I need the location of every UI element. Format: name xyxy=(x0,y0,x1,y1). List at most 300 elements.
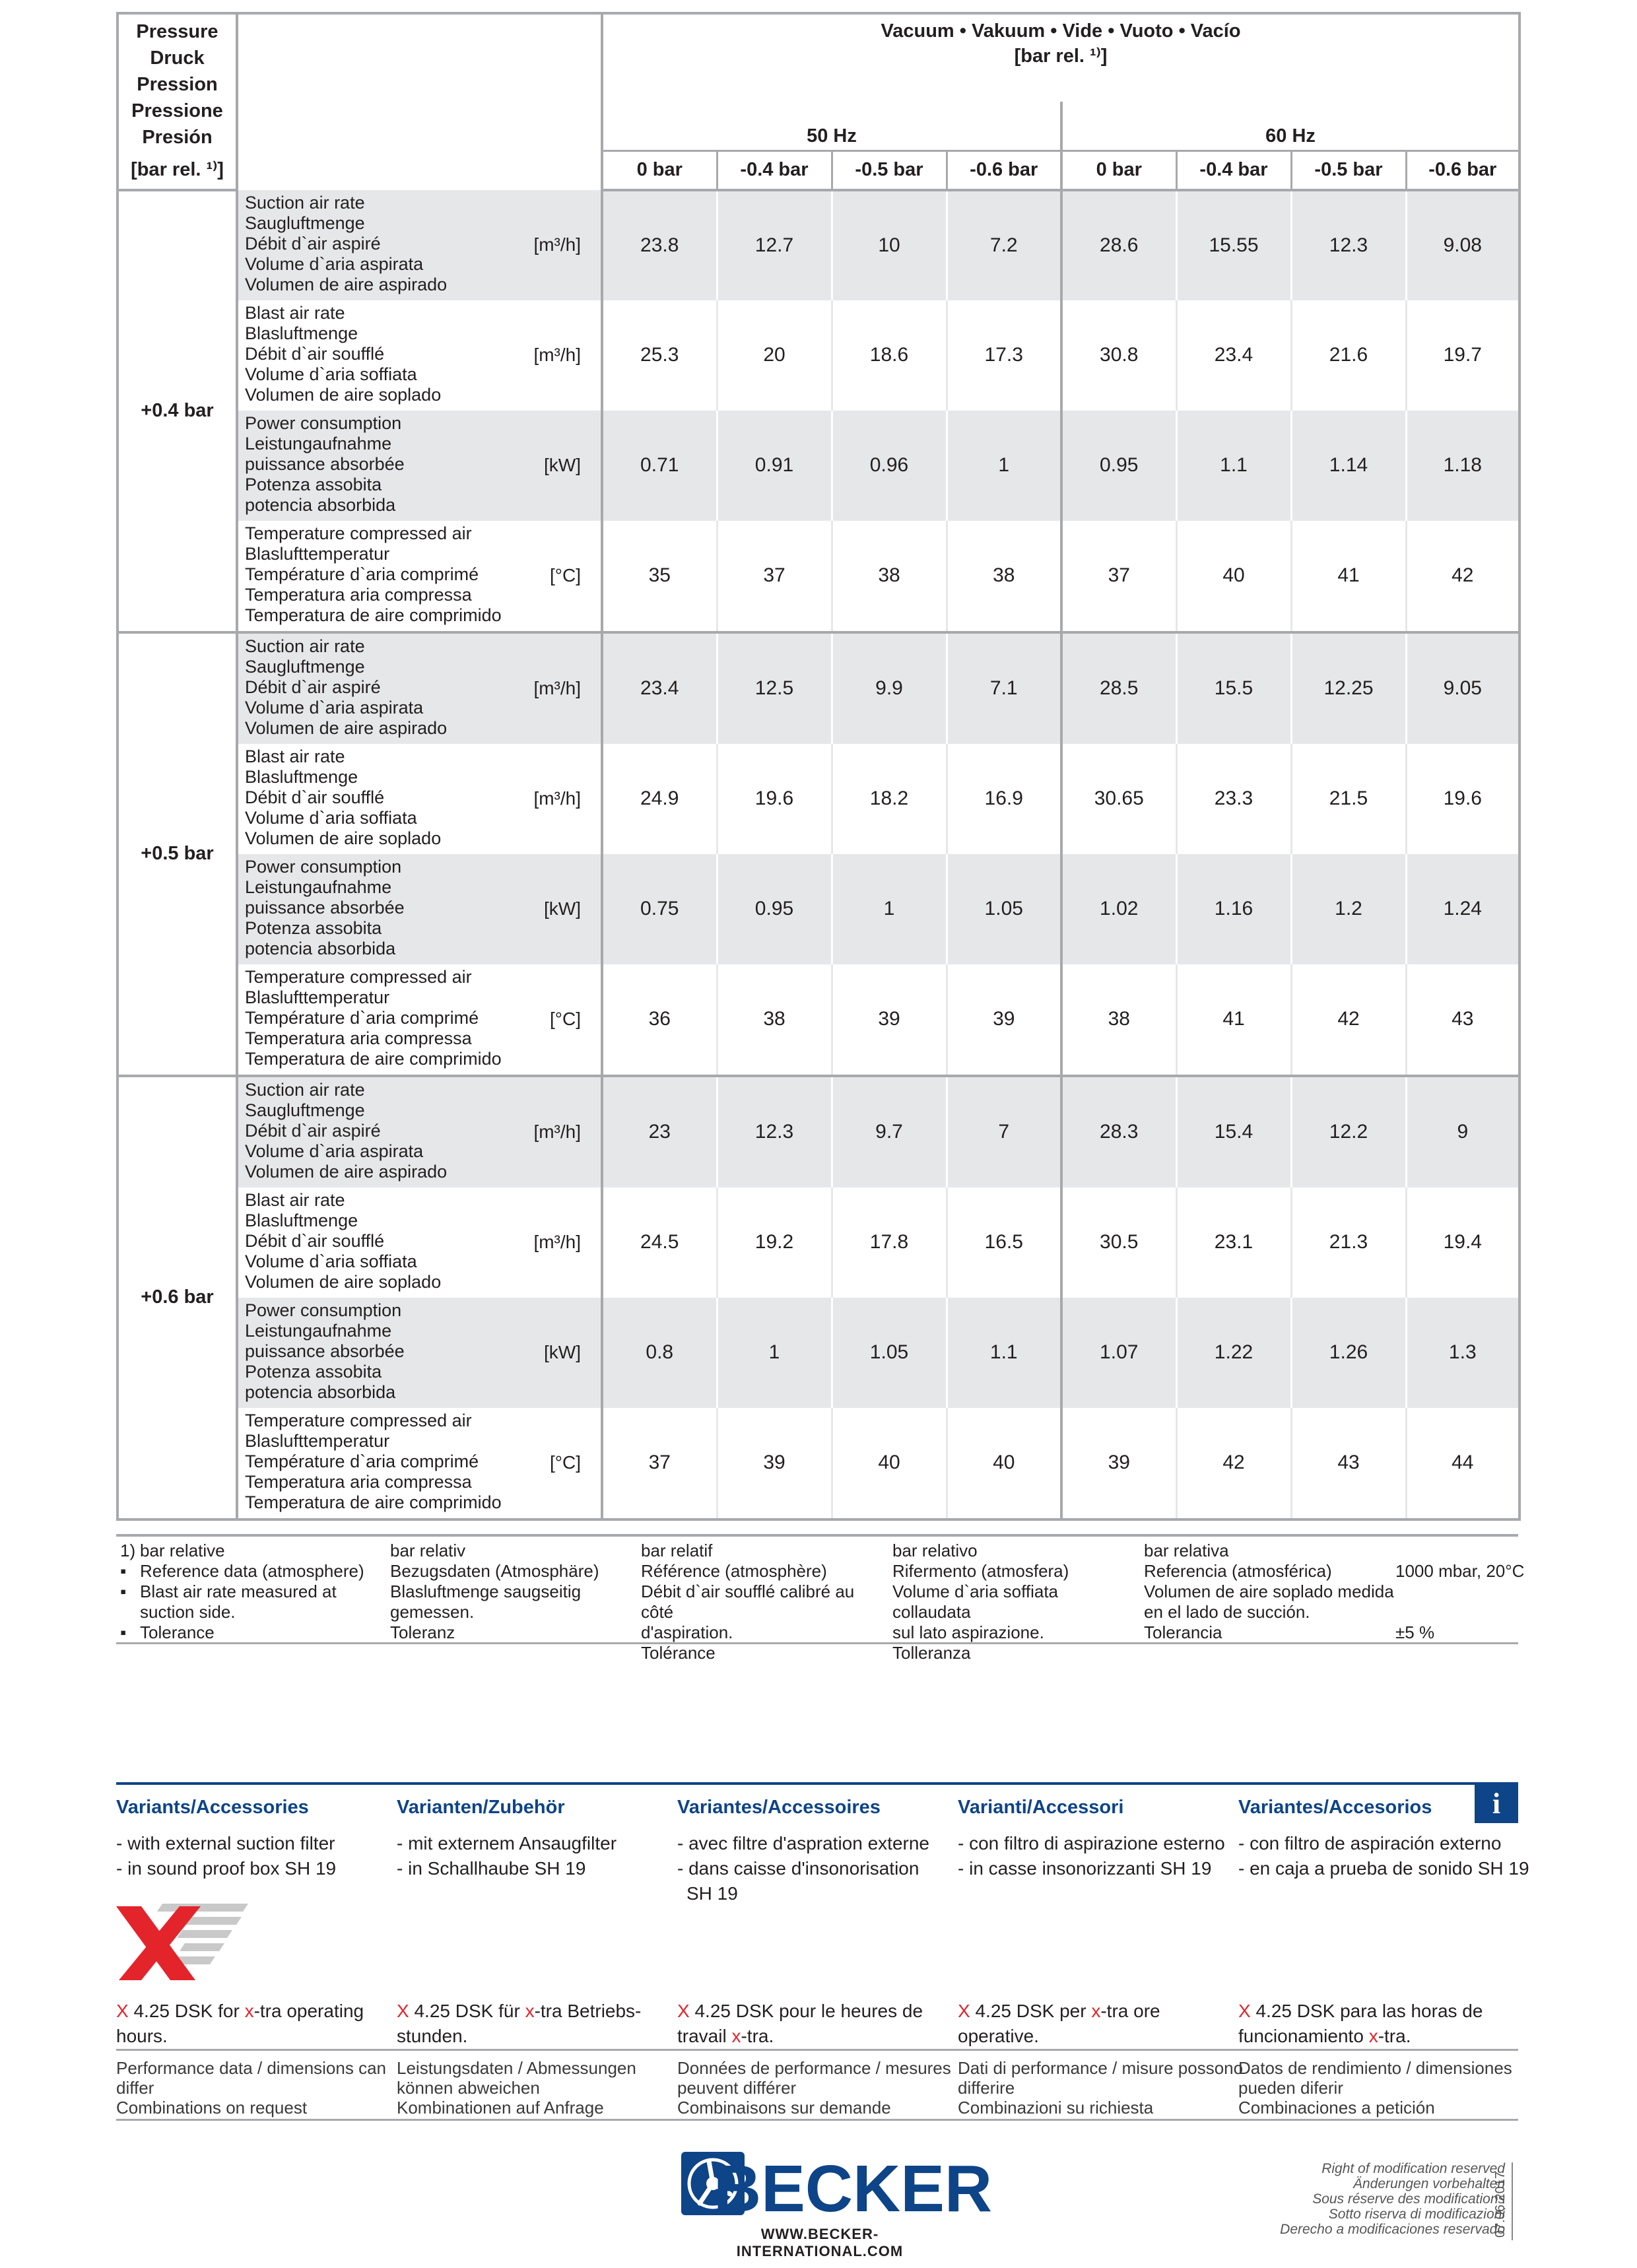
value-cell: 18.2 xyxy=(832,744,947,854)
notice-de: Änderungen vorbehalten xyxy=(1353,2176,1505,2191)
row-label-line: Débit d`air aspiré xyxy=(245,233,381,253)
footnote-fr-tolerance: Tolérance xyxy=(641,1643,716,1663)
value-cell: 7.2 xyxy=(947,190,1061,300)
value-cell: 0.71 xyxy=(602,411,717,521)
value-cell: 1.2 xyxy=(1291,854,1406,964)
value-cell: 9.7 xyxy=(832,1076,947,1187)
value-cell: 36 xyxy=(602,964,717,1076)
value-cell: 15.4 xyxy=(1176,1076,1291,1187)
variants-item: - in sound proof box SH 19 xyxy=(116,1858,337,1879)
variants-item: - avec filtre d'aspration externe xyxy=(677,1833,929,1853)
variants-list xyxy=(958,1831,1225,1881)
value-cell: 19.2 xyxy=(717,1187,832,1298)
footnote-it-ref: Rifermento (atmosfera) xyxy=(892,1561,1069,1581)
row-label-line: Temperatura de aire comprimido xyxy=(245,1048,502,1069)
value-cell: 1.05 xyxy=(947,854,1061,964)
value-cell: 12.5 xyxy=(717,632,832,744)
table-row xyxy=(117,964,1520,1076)
row-label-temp xyxy=(237,964,602,1076)
value-cell: 1 xyxy=(717,1298,832,1408)
footnote-it-tolerance: Tolleranza xyxy=(892,1643,971,1663)
row-label-power xyxy=(237,854,602,964)
value-cell: 24.5 xyxy=(602,1187,717,1298)
footnote-fr-line1: bar relatif xyxy=(641,1541,713,1560)
table-row xyxy=(117,411,1520,521)
variants-heading: Varianti/Accessori xyxy=(958,1797,1124,1818)
pressure-header-fr: Pression xyxy=(137,74,218,95)
value-cell: 42 xyxy=(1176,1408,1291,1519)
footnote-es-blast-b: en el lado de succión. xyxy=(1144,1602,1310,1622)
row-label-line: Leistungaufnahme xyxy=(245,1320,392,1341)
value-cell: 0.95 xyxy=(1061,411,1176,521)
value-cell: 17.8 xyxy=(832,1187,947,1298)
footnote-en: 1) bar relative ▪ Reference data (atmosphere) ▪ Blast air rate measured at suction side. ▪ Tolerance xyxy=(120,1541,364,1642)
value-cell: 0.95 xyxy=(717,854,832,964)
x-tra-note: X 4.25 DSK für x-tra Betriebs- stunden. xyxy=(397,2001,642,2046)
footnote-es-ref: Referencia (atmosférica) xyxy=(1144,1561,1332,1581)
footnote-es xyxy=(1144,1541,1395,1643)
row-label-blast xyxy=(237,1187,602,1298)
footnote-de-blast-b: gemessen. xyxy=(390,1602,475,1622)
row-unit: [kW] xyxy=(544,1342,581,1362)
row-label-line: Blast air rate xyxy=(245,1189,345,1210)
pressure-header xyxy=(117,13,237,150)
vacuum-title: Vacuum • Vakuum • Vide • Vuoto • Vacío xyxy=(881,20,1241,42)
modification-notice xyxy=(1280,2161,1505,2237)
value-cell: 37 xyxy=(602,1408,717,1519)
footnote-ref-value: 1000 mbar, 20°C xyxy=(1395,1561,1525,1581)
notice-it: Sotto riserva di modificazioni xyxy=(1328,2207,1505,2222)
footnote-en-blast-b: suction side. xyxy=(140,1602,236,1622)
issue-date: 07.06.2017 xyxy=(1493,2171,1508,2238)
value-cell: 38 xyxy=(947,521,1061,632)
x-tra-note: X 4.25 DSK for x-tra operating hours. xyxy=(116,2001,364,2046)
table-row xyxy=(117,521,1520,632)
value-cell: 35 xyxy=(602,521,717,632)
row-unit: [°C] xyxy=(550,1009,581,1029)
x-tra-note: X 4.25 DSK per x-tra ore operative. xyxy=(958,2001,1160,2046)
footnote-fr xyxy=(641,1541,885,1663)
variants-item: - en caja a prueba de sonido SH 19 xyxy=(1238,1858,1529,1879)
value-cell: 0.8 xyxy=(602,1298,717,1408)
value-cell: 17.3 xyxy=(947,300,1061,411)
col-50hz-04: -0.4 bar xyxy=(717,150,832,190)
row-label-line: Débit d`air aspiré xyxy=(245,677,381,697)
footnote-en-ref: Reference data (atmosphere) xyxy=(140,1561,364,1581)
x-tra-note: X 4.25 DSK para las horas de funcionamiento x-tra. xyxy=(1238,2001,1483,2046)
value-cell: 1.16 xyxy=(1176,854,1291,964)
row-label-line: Température d`aria comprimé xyxy=(245,1451,479,1471)
value-cell: 38 xyxy=(832,521,947,632)
row-label-line: Saugluftmenge xyxy=(245,656,365,677)
row-label-line: Débit d`air aspiré xyxy=(245,1120,381,1141)
variants-heading: Variantes/Accessoires xyxy=(677,1797,881,1818)
row-label-temp xyxy=(237,1408,602,1519)
value-cell: 1.1 xyxy=(1176,411,1291,521)
value-cell: 12.2 xyxy=(1291,1076,1406,1187)
performance-note: Dati di performance / misure possono differire Combinazioni su richiesta xyxy=(958,2058,1244,2118)
value-cell: 38 xyxy=(717,964,832,1076)
row-label-power xyxy=(237,1298,602,1408)
row-label-line: Volumen de aire aspirado xyxy=(245,717,448,738)
value-cell: 9.9 xyxy=(832,632,947,744)
row-label-line: Temperatura aria compressa xyxy=(245,584,472,605)
performance-note: Leistungsdaten / Abmessungen können abweichen Kombinationen auf Anfrage xyxy=(397,2058,636,2118)
x-tra-logo xyxy=(116,1902,248,1982)
row-label-line: Volume d`aria soffiata xyxy=(245,364,417,384)
row-label-line: potencia absorbida xyxy=(245,1382,396,1402)
footnote-number: 1) xyxy=(120,1541,136,1560)
col-60hz-06: -0.6 bar xyxy=(1406,150,1520,190)
value-cell: 7 xyxy=(947,1076,1061,1187)
hz60-header: 60 Hz xyxy=(1061,102,1520,150)
row-label-line: Potenza assobita xyxy=(245,1361,382,1382)
variants-list xyxy=(397,1831,617,1881)
variants-item: SH 19 xyxy=(686,1883,738,1904)
hz50-header: 50 Hz xyxy=(602,102,1061,150)
footnote-fr-blast-a: Débit d`air soufflé calibré au côté xyxy=(641,1582,855,1622)
value-cell: 23.4 xyxy=(1176,300,1291,411)
pressure-cell: +0.4 bar xyxy=(117,190,237,632)
row-label-line: puissance absorbée xyxy=(245,453,405,474)
notice-es: Derecho a modificaciones reservado xyxy=(1280,2222,1505,2237)
row-label-line: Leistungaufnahme xyxy=(245,877,392,897)
row-unit: [m³/h] xyxy=(533,1232,581,1252)
row-label-line: Potenza assobita xyxy=(245,474,382,494)
value-cell: 25.3 xyxy=(602,300,717,411)
footnote-es-line1: bar relativa xyxy=(1144,1541,1229,1560)
pressure-unit: [bar rel. ¹⁾] xyxy=(117,150,237,190)
footnote-values xyxy=(1395,1541,1527,1643)
variants-rule xyxy=(116,1782,1518,1785)
row-label-line: Blaslufttemperatur xyxy=(245,987,390,1007)
value-cell: 23.3 xyxy=(1176,744,1291,854)
variants-heading: Variantes/Accesorios xyxy=(1238,1797,1432,1818)
value-cell: 38 xyxy=(1061,964,1176,1076)
row-label-line: Temperature compressed air xyxy=(245,523,472,543)
footnote-de-blast-a: Blasluftmenge saugseitig xyxy=(390,1582,582,1601)
value-cell: 12.3 xyxy=(1291,190,1406,300)
footnote-it-blast-a: Volume d`aria soffiata collaudata xyxy=(892,1582,1058,1622)
row-label-line: Temperatura de aire comprimido xyxy=(245,1492,502,1512)
row-label-line: Température d`aria comprimé xyxy=(245,564,479,584)
col-60hz-05: -0.5 bar xyxy=(1291,150,1406,190)
row-label-line: Potenza assobita xyxy=(245,917,382,938)
footnote-it xyxy=(892,1541,1137,1663)
col-60hz-0: 0 bar xyxy=(1061,150,1176,190)
row-label-line: Débit d`air soufflé xyxy=(245,1230,385,1251)
value-cell: 21.3 xyxy=(1291,1187,1406,1298)
footnote-es-blast-a: Volumen de aire soplado medida xyxy=(1144,1582,1394,1601)
value-cell: 1.22 xyxy=(1176,1298,1291,1408)
variants-heading: Varianten/Zubehör xyxy=(397,1797,565,1818)
row-label-suction xyxy=(237,632,602,744)
row-label-line: Volumen de aire soplado xyxy=(245,384,442,405)
row-unit: [m³/h] xyxy=(533,678,581,698)
value-cell: 10 xyxy=(832,190,947,300)
value-cell: 1.05 xyxy=(832,1298,947,1408)
value-cell: 19.4 xyxy=(1406,1187,1520,1298)
row-label-line: Température d`aria comprimé xyxy=(245,1007,479,1028)
row-label-line: Blast air rate xyxy=(245,746,345,766)
value-cell: 24.9 xyxy=(602,744,717,854)
row-label-line: Volumen de aire aspirado xyxy=(245,1161,448,1182)
notice-divider xyxy=(1512,2162,1513,2240)
row-label-line: Blasluftmenge xyxy=(245,1210,358,1230)
variants-item: - with external suction filter xyxy=(116,1833,335,1853)
pressure-header-es: Presión xyxy=(142,127,213,148)
value-cell: 42 xyxy=(1291,964,1406,1076)
row-label-line: Blaslufttemperatur xyxy=(245,543,390,564)
value-cell: 44 xyxy=(1406,1408,1520,1519)
variants-list xyxy=(116,1831,336,1881)
value-cell: 23.8 xyxy=(602,190,717,300)
value-cell: 19.7 xyxy=(1406,300,1520,411)
col-50hz-06: -0.6 bar xyxy=(947,150,1061,190)
value-cell: 42 xyxy=(1406,521,1520,632)
row-label-line: Temperatura de aire comprimido xyxy=(245,605,502,625)
becker-logo xyxy=(680,2148,993,2227)
value-cell: 23.4 xyxy=(602,632,717,744)
variants-item: - con filtro di aspirazione esterno xyxy=(958,1833,1225,1853)
row-label-line: Leistungaufnahme xyxy=(245,433,392,453)
value-cell: 39 xyxy=(832,964,947,1076)
notice-fr: Sous réserve des modifications xyxy=(1312,2191,1505,2207)
footnote-de xyxy=(390,1541,628,1643)
value-cell: 15.55 xyxy=(1176,190,1291,300)
footnote-de-line1: bar relativ xyxy=(390,1541,466,1560)
value-cell: 37 xyxy=(1061,521,1176,632)
pressure-header-it: Pressione xyxy=(131,100,223,121)
table-row xyxy=(117,632,1520,744)
value-cell: 39 xyxy=(717,1408,832,1519)
row-label-line: Temperatura aria compressa xyxy=(245,1028,472,1048)
value-cell: 1.14 xyxy=(1291,411,1406,521)
value-cell: 20 xyxy=(717,300,832,411)
value-cell: 19.6 xyxy=(1406,744,1520,854)
row-label-line: Volume d`aria soffiata xyxy=(245,1251,417,1271)
value-cell: 1.02 xyxy=(1061,854,1176,964)
perf-separator xyxy=(116,2049,1518,2051)
value-cell: 43 xyxy=(1291,1408,1406,1519)
row-label-power xyxy=(237,411,602,521)
variants-item: - mit externem Ansaugfilter xyxy=(397,1833,617,1853)
value-cell: 39 xyxy=(1061,1408,1176,1519)
table-row xyxy=(117,190,1520,300)
row-label-line: Volumen de aire soplado xyxy=(245,1271,442,1292)
table-row xyxy=(117,1187,1520,1298)
value-cell: 1.18 xyxy=(1406,411,1520,521)
value-cell: 15.5 xyxy=(1176,632,1291,744)
row-label-line: Temperature compressed air xyxy=(245,966,472,987)
value-cell: 9 xyxy=(1406,1076,1520,1187)
value-cell: 21.6 xyxy=(1291,300,1406,411)
table-row xyxy=(117,300,1520,411)
footnote-es-tolerance: Tolerancia xyxy=(1144,1622,1222,1642)
value-cell: 16.9 xyxy=(947,744,1061,854)
footer-url[interactable]: WWW.BECKER-INTERNATIONAL.COM xyxy=(736,2226,904,2259)
value-cell: 30.5 xyxy=(1061,1187,1176,1298)
value-cell: 18.6 xyxy=(832,300,947,411)
value-cell: 1.1 xyxy=(947,1298,1061,1408)
row-label-line: Temperature compressed air xyxy=(245,1410,472,1430)
row-label-line: Blast air rate xyxy=(245,302,345,323)
footnote-en-line1: bar relative xyxy=(140,1541,225,1560)
value-cell: 1.3 xyxy=(1406,1298,1520,1408)
row-label-line: potencia absorbida xyxy=(245,494,396,515)
value-cell: 40 xyxy=(947,1408,1061,1519)
info-icon: i xyxy=(1475,1785,1518,1823)
pressure-cell: +0.6 bar xyxy=(117,1076,237,1519)
row-label-line: Temperatura aria compressa xyxy=(245,1471,472,1492)
row-label-temp xyxy=(237,521,602,632)
row-label-line: Volume d`aria aspirata xyxy=(245,253,424,274)
value-cell: 12.7 xyxy=(717,190,832,300)
value-cell: 1 xyxy=(832,854,947,964)
row-label-line: Power consumption xyxy=(245,856,402,877)
x-tra-mark: X xyxy=(958,2001,970,2021)
row-unit: [kW] xyxy=(544,455,581,475)
row-label-line: Suction air rate xyxy=(245,192,365,213)
footnote-de-ref: Bezugsdaten (Atmosphäre) xyxy=(390,1561,599,1581)
row-label-line: Power consumption xyxy=(245,413,402,433)
variants-item: - dans caisse d'insonorisation xyxy=(677,1858,919,1879)
value-cell: 28.5 xyxy=(1061,632,1176,744)
table-row xyxy=(117,854,1520,964)
value-cell: 1.07 xyxy=(1061,1298,1176,1408)
row-label-line: Blaslufttemperatur xyxy=(245,1430,390,1451)
table-row xyxy=(117,1076,1520,1187)
label-header-blank xyxy=(237,13,602,190)
variants-heading: Variants/Accessories xyxy=(116,1797,309,1818)
performance-note: Performance data / dimensions can differ Combinations on request xyxy=(116,2058,386,2118)
value-cell: 30.65 xyxy=(1061,744,1176,854)
footnote-it-blast-b: sul lato aspirazione. xyxy=(892,1622,1044,1642)
row-unit: [m³/h] xyxy=(533,1121,581,1142)
row-label-line: Saugluftmenge xyxy=(245,213,365,233)
value-cell: 30.8 xyxy=(1061,300,1176,411)
performance-note: Datos de rendimiento / dimensiones pueden diferir Combinaciones a petición xyxy=(1238,2058,1512,2118)
row-unit: [m³/h] xyxy=(533,345,581,365)
row-unit: [m³/h] xyxy=(533,788,581,809)
row-label-line: Blasluftmenge xyxy=(245,323,358,343)
value-cell: 0.75 xyxy=(602,854,717,964)
x-tra-mark: X xyxy=(1238,2001,1251,2021)
row-unit: [m³/h] xyxy=(533,234,581,255)
value-cell: 40 xyxy=(832,1408,947,1519)
value-cell: 0.96 xyxy=(832,411,947,521)
value-cell: 37 xyxy=(717,521,832,632)
value-cell: 1.24 xyxy=(1406,854,1520,964)
row-label-line: Saugluftmenge xyxy=(245,1100,365,1120)
variants-item: - in Schallhaube SH 19 xyxy=(397,1858,586,1879)
footnote-fr-blast-b: d'aspiration. xyxy=(641,1622,733,1642)
value-cell: 9.08 xyxy=(1406,190,1520,300)
row-label-line: puissance absorbée xyxy=(245,897,405,917)
pressure-header-de: Druck xyxy=(150,48,205,69)
footnote-fr-ref: Référence (atmosphère) xyxy=(641,1561,827,1581)
footnote-de-tolerance: Toleranz xyxy=(390,1622,455,1642)
row-label-line: Volumen de aire aspirado xyxy=(245,274,448,294)
footnote-tolerance-value: ±5 % xyxy=(1395,1622,1435,1642)
value-cell: 41 xyxy=(1291,521,1406,632)
row-label-line: Volumen de aire soplado xyxy=(245,828,442,848)
value-cell: 21.5 xyxy=(1291,744,1406,854)
x-tra-mark: X xyxy=(116,2001,129,2021)
table-row xyxy=(117,744,1520,854)
row-label-line: Suction air rate xyxy=(245,636,365,656)
performance-table xyxy=(116,12,1521,1521)
row-label-suction xyxy=(237,190,602,300)
col-60hz-04: -0.4 bar xyxy=(1176,150,1291,190)
value-cell: 28.6 xyxy=(1061,190,1176,300)
value-cell: 41 xyxy=(1176,964,1291,1076)
vacuum-header xyxy=(602,13,1520,102)
variants-list xyxy=(677,1831,929,1906)
footnote-it-line1: bar relativo xyxy=(892,1541,978,1560)
footnote-en-blast-a: Blast air rate measured at xyxy=(140,1582,337,1601)
row-unit: [kW] xyxy=(544,898,581,919)
col-50hz-05: -0.5 bar xyxy=(832,150,947,190)
value-cell: 23 xyxy=(602,1076,717,1187)
value-cell: 12.3 xyxy=(717,1076,832,1187)
row-label-line: Volume d`aria aspirata xyxy=(245,697,424,717)
row-label-line: Volume d`aria soffiata xyxy=(245,807,417,828)
notice-en: Right of modification reserved xyxy=(1321,2161,1505,2176)
value-cell: 0.91 xyxy=(717,411,832,521)
pressure-header-en: Pressure xyxy=(136,21,218,42)
value-cell: 7.1 xyxy=(947,632,1061,744)
row-label-line: Débit d`air soufflé xyxy=(245,787,385,807)
variants-item: - con filtro de aspiración externo xyxy=(1238,1833,1502,1853)
value-cell: 1.26 xyxy=(1291,1298,1406,1408)
performance-note: Données de performance / mesures peuvent différer Combinaisons sur demande xyxy=(677,2058,951,2118)
value-cell: 9.05 xyxy=(1406,632,1520,744)
value-cell: 12.25 xyxy=(1291,632,1406,744)
row-unit: [°C] xyxy=(550,1452,581,1473)
table-row xyxy=(117,1408,1520,1519)
table-row xyxy=(117,1298,1520,1408)
row-label-suction xyxy=(237,1076,602,1187)
value-cell: 28.3 xyxy=(1061,1076,1176,1187)
value-cell: 1 xyxy=(947,411,1061,521)
value-cell: 43 xyxy=(1406,964,1520,1076)
becker-wordmark: BECKER xyxy=(713,2152,993,2226)
footnote xyxy=(116,1534,1525,1663)
bottom-separator xyxy=(116,2119,1518,2121)
row-label-line: Débit d`air soufflé xyxy=(245,343,385,364)
vacuum-unit: [bar rel. ¹⁾] xyxy=(1014,46,1108,67)
row-label-line: Blasluftmenge xyxy=(245,766,358,787)
value-cell: 40 xyxy=(1176,521,1291,632)
row-unit: [°C] xyxy=(550,565,581,585)
x-tra-note: X 4.25 DSK pour le heures de travail x-tra. xyxy=(677,2001,923,2046)
variants-item: - in casse insonorizzanti SH 19 xyxy=(958,1858,1212,1879)
value-cell: 16.5 xyxy=(947,1187,1061,1298)
pressure-cell: +0.5 bar xyxy=(117,632,237,1076)
row-label-blast xyxy=(237,300,602,411)
row-label-line: potencia absorbida xyxy=(245,938,396,958)
row-label-line: Volume d`aria aspirata xyxy=(245,1141,424,1161)
x-tra-mark: X xyxy=(677,2001,690,2021)
row-label-line: Suction air rate xyxy=(245,1079,365,1100)
value-cell: 39 xyxy=(947,964,1061,1076)
value-cell: 19.6 xyxy=(717,744,832,854)
variants-list xyxy=(1238,1831,1529,1881)
footnote-en-tolerance: Tolerance xyxy=(140,1622,215,1642)
value-cell: 23.1 xyxy=(1176,1187,1291,1298)
x-tra-mark: X xyxy=(397,2001,409,2021)
